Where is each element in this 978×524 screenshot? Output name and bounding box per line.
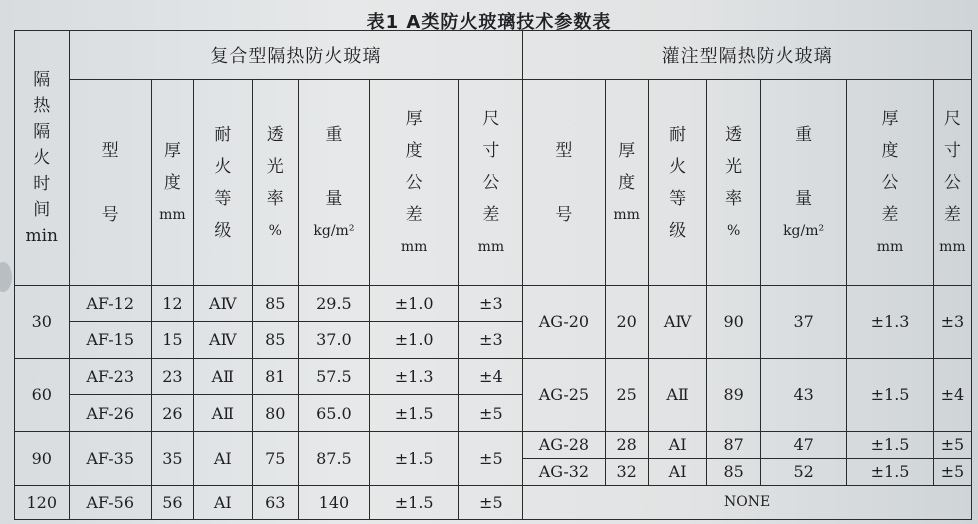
size-tolerance-cell: ±4: [459, 358, 523, 395]
model-cell-right: AG-32: [523, 458, 605, 485]
grade-cell: AⅣ: [194, 322, 253, 359]
model-cell: AF-23: [69, 358, 151, 395]
thickness-cell-right: 25: [605, 358, 648, 431]
grade-cell-right: AⅣ: [648, 285, 707, 358]
grade-cell: AⅡ: [194, 358, 253, 395]
col-transmittance-right: 透 光 率 %: [707, 80, 761, 285]
size-tolerance-cell-right: ±3: [933, 285, 971, 358]
thickness-tolerance-cell: ±1.5: [369, 431, 459, 485]
fire-glass-parameter-table: [14, 30, 972, 520]
weight-cell: 37.0: [298, 322, 369, 359]
weight-cell: 57.5: [298, 358, 369, 395]
weight-cell-right: 43: [760, 358, 846, 431]
grade-cell-right: AⅠ: [648, 431, 707, 458]
model-cell: AF-35: [69, 431, 151, 485]
thickness-tolerance-cell: ±1.0: [369, 285, 459, 322]
model-cell: AF-56: [69, 485, 151, 519]
table-caption: 表1 A类防火玻璃技术参数表: [366, 12, 612, 33]
size-tolerance-cell-right: ±5: [933, 431, 971, 458]
size-tolerance-cell: ±5: [459, 395, 523, 432]
column-header-row: [15, 80, 972, 285]
transmittance-cell: 63: [252, 485, 298, 519]
thickness-cell: 35: [151, 431, 193, 485]
table-row: [15, 358, 972, 395]
thickness-tolerance-cell: ±1.5: [369, 485, 459, 519]
fire-time-cell: 60: [15, 358, 70, 431]
header-grouted-group: 灌注型隔热防火玻璃: [523, 31, 972, 80]
thickness-cell: 12: [151, 285, 193, 322]
weight-cell-right: 47: [760, 431, 846, 458]
size-tolerance-cell-right: ±4: [933, 358, 971, 431]
thickness-tolerance-cell: ±1.0: [369, 322, 459, 359]
page-edge-shadow: [0, 262, 12, 292]
grade-cell: AⅠ: [194, 485, 253, 519]
weight-cell-right: 52: [760, 458, 846, 485]
model-cell: AF-12: [69, 285, 151, 322]
header-composite-group: 复合型隔热防火玻璃: [69, 31, 523, 80]
col-thickness: 厚 度 mm: [151, 80, 193, 285]
transmittance-cell-right: 87: [707, 431, 761, 458]
grade-cell: AⅡ: [194, 395, 253, 432]
thickness-cell: 56: [151, 485, 193, 519]
group-header-row: [15, 31, 972, 80]
weight-cell-right: 37: [760, 285, 846, 358]
grade-cell: AⅣ: [194, 285, 253, 322]
thickness-tolerance-cell: ±1.3: [369, 358, 459, 395]
size-tolerance-cell: ±3: [459, 285, 523, 322]
table-row: [15, 431, 972, 458]
col-fire-grade: 耐 火 等 级: [194, 80, 253, 285]
size-tolerance-cell: ±5: [459, 485, 523, 519]
transmittance-cell: 85: [252, 285, 298, 322]
thickness-tolerance-cell-right: ±1.5: [847, 431, 933, 458]
grade-cell-right: AⅡ: [648, 358, 707, 431]
weight-cell: 140: [298, 485, 369, 519]
grade-cell-right: AⅠ: [648, 458, 707, 485]
col-weight: 重 量 kg/m²: [298, 80, 369, 285]
fire-time-cell: 30: [15, 285, 70, 358]
col-thickness-tolerance: 厚 度 公 差 mm: [369, 80, 459, 285]
col-thickness-tolerance-right: 厚 度 公 差 mm: [847, 80, 933, 285]
transmittance-cell-right: 89: [707, 358, 761, 431]
thickness-cell: 26: [151, 395, 193, 432]
col-size-tolerance: 尺 寸 公 差 mm: [459, 80, 523, 285]
transmittance-cell: 81: [252, 358, 298, 395]
col-fire-grade-right: 耐 火 等 级: [648, 80, 707, 285]
none-cell: NONE: [523, 485, 972, 519]
transmittance-cell: 85: [252, 322, 298, 359]
col-model-right: 型 号: [523, 80, 605, 285]
col-transmittance: 透 光 率 %: [252, 80, 298, 285]
thickness-tolerance-cell-right: ±1.5: [847, 458, 933, 485]
col-thickness-right: 厚 度 mm: [605, 80, 648, 285]
col-size-tolerance-right: 尺 寸 公 差 mm: [933, 80, 971, 285]
thickness-tolerance-cell-right: ±1.3: [847, 285, 933, 358]
header-fire-time: 隔 热 隔 火 时 间 min: [15, 31, 70, 286]
thickness-cell: 15: [151, 322, 193, 359]
model-cell-right: AG-20: [523, 285, 605, 358]
model-cell-right: AG-25: [523, 358, 605, 431]
model-cell: AF-26: [69, 395, 151, 432]
thickness-cell-right: 20: [605, 285, 648, 358]
transmittance-cell: 75: [252, 431, 298, 485]
thickness-tolerance-cell-right: ±1.5: [847, 358, 933, 431]
table-row: [15, 285, 972, 322]
weight-cell: 87.5: [298, 431, 369, 485]
thickness-tolerance-cell: ±1.5: [369, 395, 459, 432]
grade-cell: AⅠ: [194, 431, 253, 485]
weight-cell: 29.5: [298, 285, 369, 322]
thickness-cell-right: 32: [605, 458, 648, 485]
thickness-cell-right: 28: [605, 431, 648, 458]
transmittance-cell: 80: [252, 395, 298, 432]
model-cell-right: AG-28: [523, 431, 605, 458]
transmittance-cell-right: 85: [707, 458, 761, 485]
thickness-cell: 23: [151, 358, 193, 395]
model-cell: AF-15: [69, 322, 151, 359]
col-weight-right: 重 量 kg/m²: [760, 80, 846, 285]
fire-time-cell: 90: [15, 431, 70, 485]
col-model: 型 号: [69, 80, 151, 285]
table-row: [15, 485, 972, 519]
weight-cell: 65.0: [298, 395, 369, 432]
size-tolerance-cell: ±3: [459, 322, 523, 359]
size-tolerance-cell: ±5: [459, 431, 523, 485]
fire-time-cell: 120: [15, 485, 70, 519]
size-tolerance-cell-right: ±5: [933, 458, 971, 485]
transmittance-cell-right: 90: [707, 285, 761, 358]
